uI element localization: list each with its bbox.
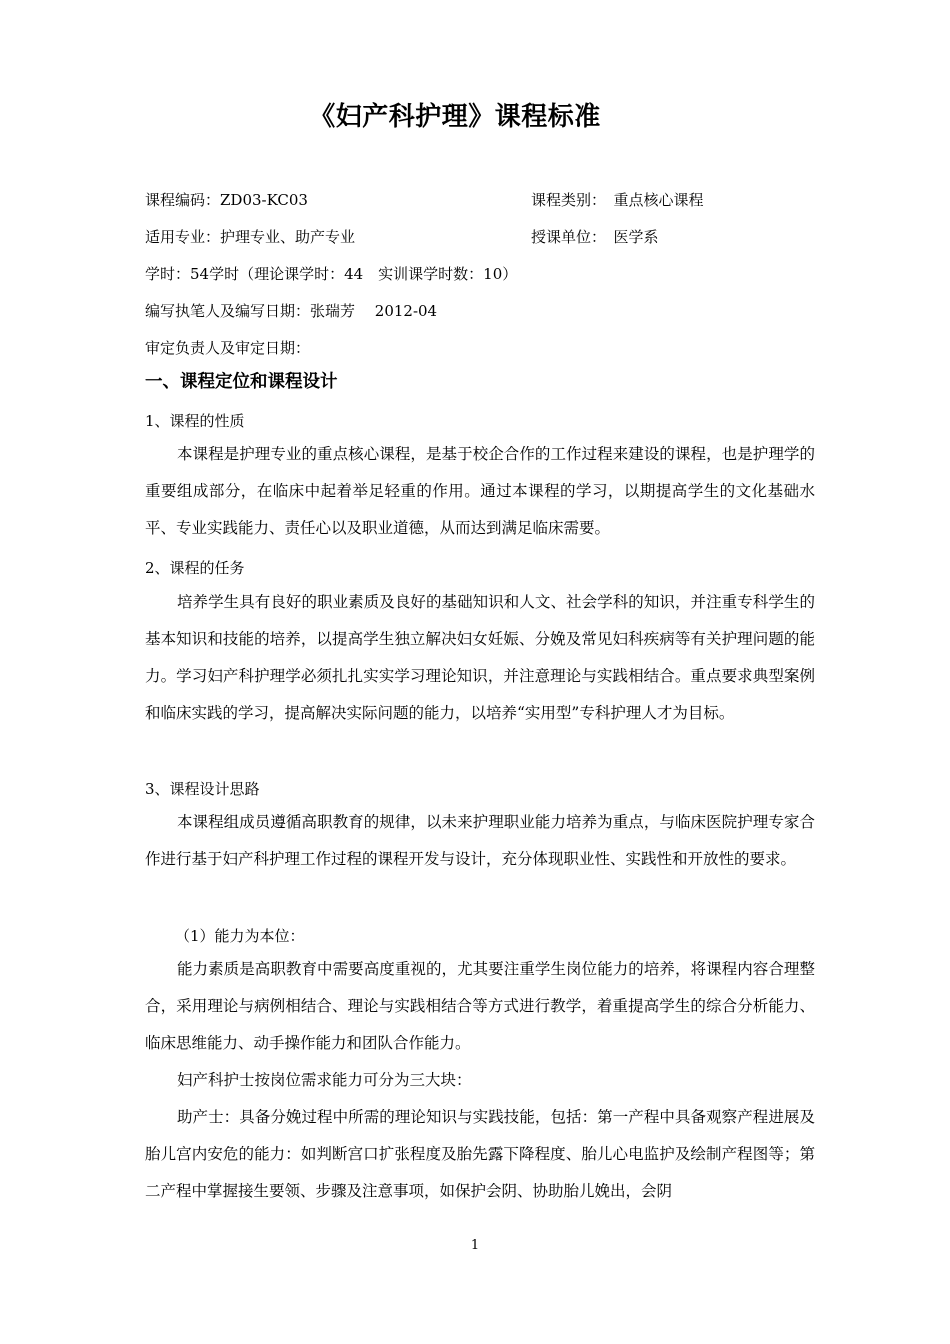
paragraph-tasks: 培养学生具有良好的职业素质及良好的基础知识和人文、社会学科的知识，并注重专科学生的基本知识和技能的培养，以提高学生独立解决妇女妊娠、分娩及常见妇科疾病等有关护理问题的能力。学习妇产科护理学必须扎扎实实学习理论知识，并注意理论与实践相结合。重点要求典型案例和临床实践的学习，提高解决实际问题的能力，以培养“实用型”专科护理人才为目标。 bbox=[145, 593, 815, 722]
meta-row-code bbox=[145, 189, 704, 210]
reviewer-date: 审定负责人及审定日期： bbox=[145, 339, 311, 357]
author-date: 编写执笔人及编写日期：张瑞芳 2012-04 bbox=[145, 302, 438, 320]
subsection-title-design: 3、课程设计思路 bbox=[145, 780, 260, 798]
teaching-unit: 授课单位： 医学系 bbox=[531, 228, 659, 246]
section-heading: 一、课程定位和课程设计 bbox=[145, 372, 338, 392]
course-hours: 学时：54学时（理论课学时：44 实训课学时数：10） bbox=[145, 265, 518, 283]
meta-row-major bbox=[145, 226, 659, 247]
paragraph-design: 本课程组成员遵循高职教育的规律，以未来护理职业能力培养为重点，与临床医院护理专家合作进行基于妇产科护理工作过程的课程开发与设计，充分体现职业性、实践性和开放性的要求。 bbox=[145, 813, 815, 868]
paragraph-blocks: 妇产科护士按岗位需求能力可分为三大块： bbox=[177, 1071, 472, 1089]
applicable-major: 适用专业：护理专业、助产专业 bbox=[145, 228, 356, 246]
paragraph-midwife: 助产士：具备分娩过程中所需的理论知识与实践技能，包括：第一产程中具备观察产程进展及胎儿宫内安危的能力：如判断宫口扩张程度及胎先露下降程度、胎儿心电监护及绘制产程图等；第二产程中掌握接生要领、步骤及注意事项，如保护会阴、协助胎儿娩出，会阴 bbox=[145, 1108, 815, 1200]
course-category: 课程类别： 重点核心课程 bbox=[531, 191, 704, 209]
subsection-title-tasks: 2、课程的任务 bbox=[145, 559, 245, 577]
subsection-title-nature: 1、课程的性质 bbox=[145, 412, 245, 430]
subsubsection-ability: （1）能力为本位： bbox=[175, 927, 305, 945]
paragraph-ability: 能力素质是高职教育中需要高度重视的，尤其要注重学生岗位能力的培养，将课程内容合理整合，采用理论与病例相结合、理论与实践相结合等方式进行教学，着重提高学生的综合分析能力、临床思维能力、动手操作能力和团队合作能力。 bbox=[145, 960, 815, 1052]
paragraph-nature: 本课程是护理专业的重点核心课程，是基于校企合作的工作过程来建设的课程，也是护理学的重要组成部分，在临床中起着举足轻重的作用。通过本课程的学习，以期提高学生的文化基础水平、专业实践能力、责任心以及职业道德，从而达到满足临床需要。 bbox=[145, 445, 815, 537]
page-number: 1 bbox=[470, 1238, 480, 1253]
course-code: 课程编码：ZD03-KC03 bbox=[145, 191, 308, 209]
document-title: 《妇产科护理》课程标准 bbox=[309, 102, 601, 132]
